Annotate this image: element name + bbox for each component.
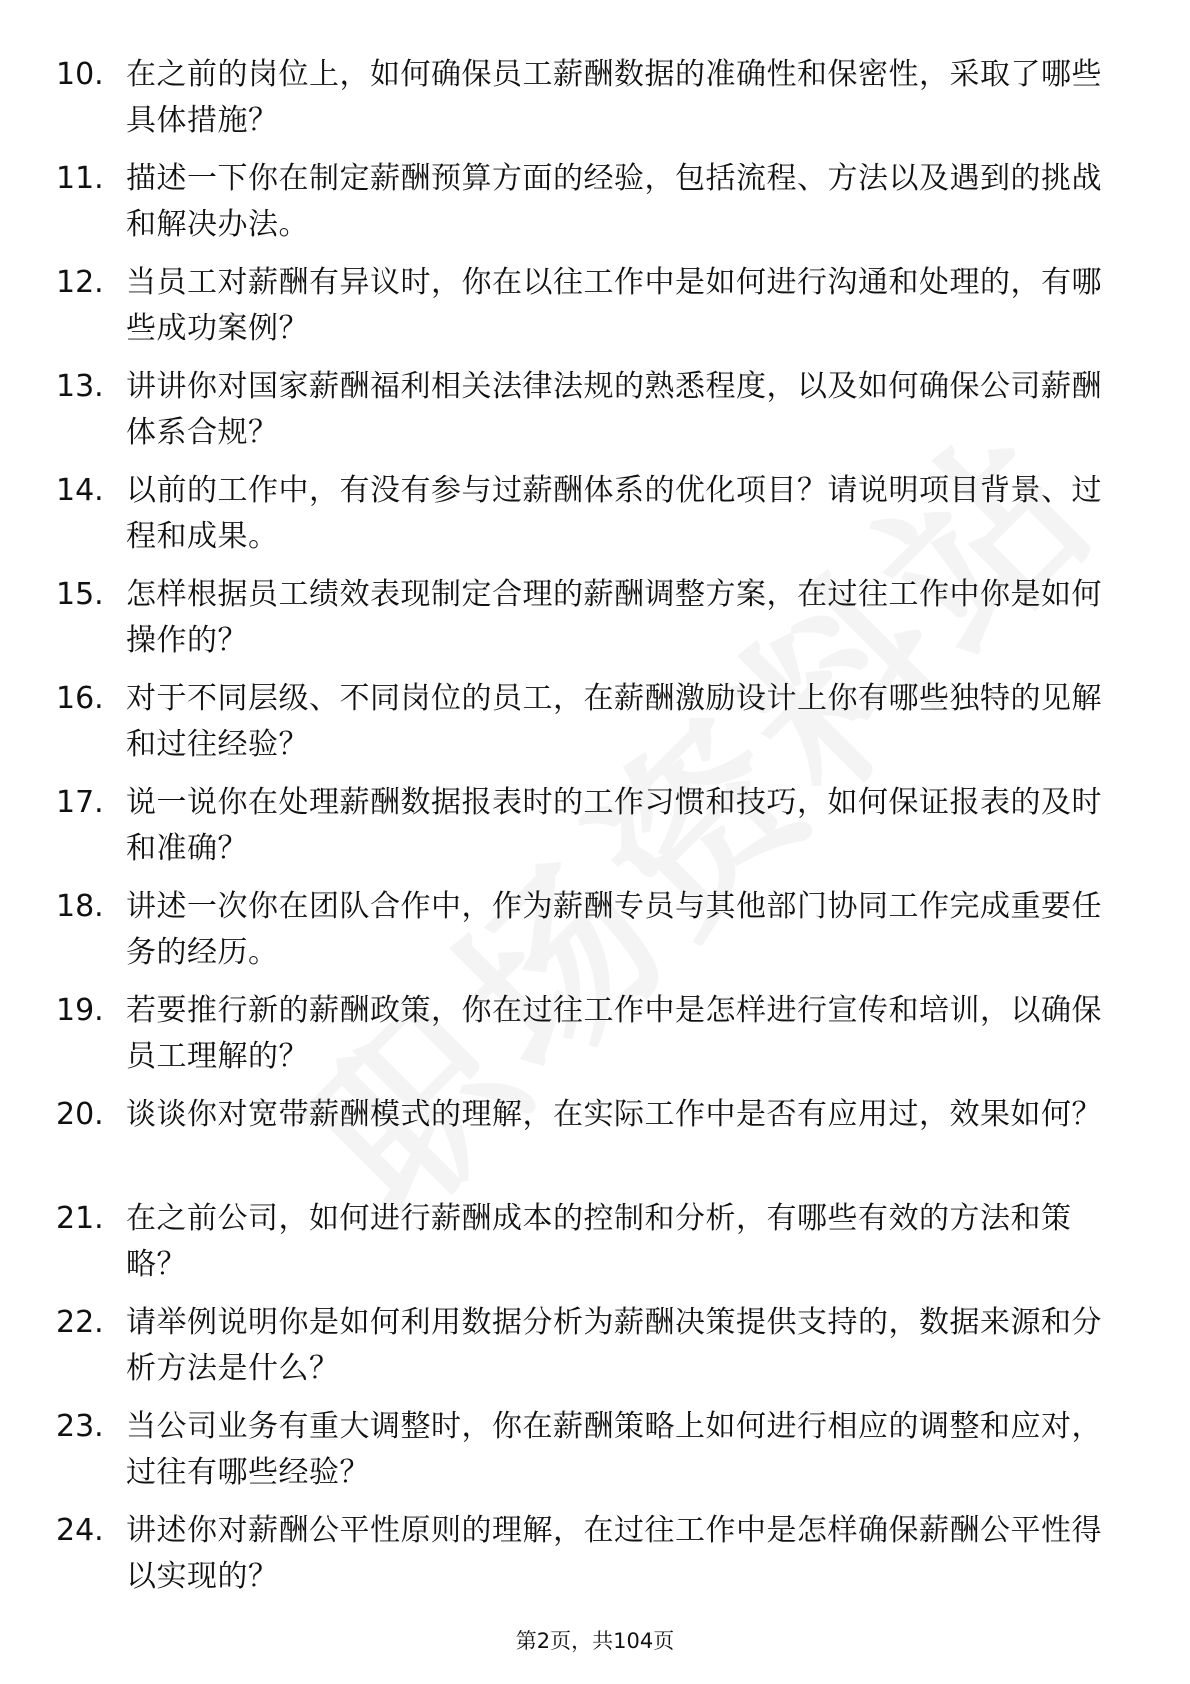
question-text: 若要推行新的薪酬政策，你在过往工作中是怎样进行宣传和培训，以确保员工理解的？	[126, 993, 1102, 1074]
question-text: 谈谈你对宽带薪酬模式的理解，在实际工作中是否有应用过，效果如何？	[126, 1097, 1102, 1132]
question-number: 22.	[56, 1305, 104, 1340]
question-item	[56, 780, 1116, 884]
question-number: 15.	[56, 577, 104, 612]
question-item	[56, 572, 1116, 676]
question-number: 10.	[56, 57, 104, 92]
question-number: 19.	[56, 993, 104, 1028]
question-item	[56, 364, 1116, 468]
question-number: 17.	[56, 785, 104, 820]
question-text: 以前的工作中，有没有参与过薪酬体系的优化项目？请说明项目背景、过程和成果。	[126, 473, 1102, 554]
question-number: 20.	[56, 1097, 104, 1132]
question-text: 讲述你对薪酬公平性原则的理解，在过往工作中是怎样确保薪酬公平性得以实现的？	[126, 1513, 1102, 1594]
question-number: 14.	[56, 473, 104, 508]
question-item	[56, 1092, 1116, 1196]
question-number: 21.	[56, 1201, 104, 1236]
question-item	[56, 1508, 1116, 1612]
question-number: 23.	[56, 1409, 104, 1444]
question-text: 讲讲你对国家薪酬福利相关法律法规的熟悉程度，以及如何确保公司薪酬体系合规？	[126, 369, 1102, 450]
question-list	[56, 52, 1116, 1612]
question-item	[56, 468, 1116, 572]
question-text: 说一说你在处理薪酬数据报表时的工作习惯和技巧，如何保证报表的及时和准确？	[126, 785, 1102, 866]
question-item	[56, 1300, 1116, 1404]
question-number: 24.	[56, 1513, 104, 1548]
question-text: 当公司业务有重大调整时，你在薪酬策略上如何进行相应的调整和应对，过往有哪些经验？	[126, 1409, 1102, 1490]
question-text: 在之前公司，如何进行薪酬成本的控制和分析，有哪些有效的方法和策略？	[126, 1201, 1072, 1282]
question-item	[56, 52, 1116, 156]
question-text: 请举例说明你是如何利用数据分析为薪酬决策提供支持的，数据来源和分析方法是什么？	[126, 1305, 1102, 1386]
question-number: 11.	[56, 161, 104, 196]
question-number: 12.	[56, 265, 104, 300]
question-number: 18.	[56, 889, 104, 924]
question-number: 16.	[56, 681, 104, 716]
question-item	[56, 156, 1116, 260]
question-text: 在之前的岗位上，如何确保员工薪酬数据的准确性和保密性，采取了哪些具体措施？	[126, 57, 1102, 138]
question-text: 对于不同层级、不同岗位的员工，在薪酬激励设计上你有哪些独特的见解和过往经验？	[126, 681, 1102, 762]
question-text: 当员工对薪酬有异议时，你在以往工作中是如何进行沟通和处理的，有哪些成功案例？	[126, 265, 1102, 346]
question-item	[56, 1404, 1116, 1508]
question-item	[56, 676, 1116, 780]
question-text: 讲述一次你在团队合作中，作为薪酬专员与其他部门协同工作完成重要任务的经历。	[126, 889, 1102, 970]
question-item	[56, 988, 1116, 1092]
question-item	[56, 884, 1116, 988]
page-footer: 第2页，共104页	[515, 1629, 675, 1653]
question-item	[56, 260, 1116, 364]
question-text: 怎样根据员工绩效表现制定合理的薪酬调整方案，在过往工作中你是如何操作的？	[126, 577, 1102, 658]
question-number: 13.	[56, 369, 104, 404]
question-item	[56, 1196, 1116, 1300]
question-text: 描述一下你在制定薪酬预算方面的经验，包括流程、方法以及遇到的挑战和解决办法。	[126, 161, 1102, 242]
